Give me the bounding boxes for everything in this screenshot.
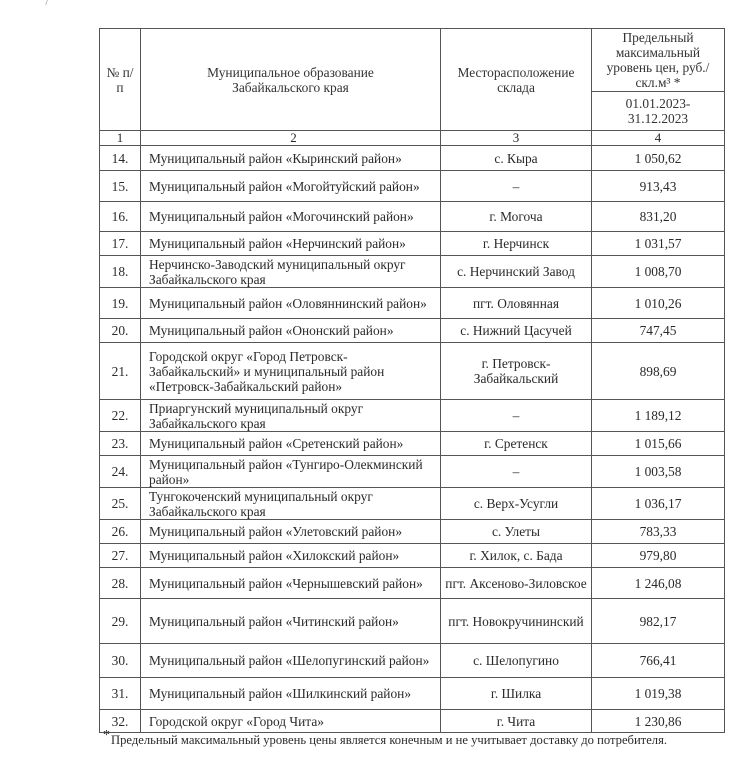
price-cell: 747,45	[592, 319, 725, 343]
table-row	[100, 256, 725, 288]
location-cell: г. Нерчинск	[441, 232, 592, 256]
location-cell: г. Петровск-Забайкальский	[441, 343, 592, 400]
price-cell: 1 019,38	[592, 678, 725, 710]
row-number: 31.	[100, 678, 141, 710]
municipality-cell: Нерчинско-Заводский муниципальный округ Забайкальского края	[141, 256, 441, 288]
row-number: 21.	[100, 343, 141, 400]
row-number: 27.	[100, 544, 141, 568]
municipality-cell: Муниципальный район «Нерчинский район»	[141, 232, 441, 256]
municipality-cell: Муниципальный район «Чернышевский район»	[141, 568, 441, 599]
price-cell: 979,80	[592, 544, 725, 568]
table-row	[100, 710, 725, 733]
table-body	[100, 146, 725, 733]
location-cell: с. Верх-Усугли	[441, 488, 592, 520]
row-number: 29.	[100, 599, 141, 644]
row-number: 30.	[100, 644, 141, 678]
location-cell: пгт. Оловянная	[441, 288, 592, 319]
price-cell: 913,43	[592, 171, 725, 202]
scan-mark	[39, 0, 48, 5]
table-row	[100, 644, 725, 678]
price-cell: 1 003,58	[592, 456, 725, 488]
price-cell: 1 230,86	[592, 710, 725, 733]
location-cell: пгт. Новокручининский	[441, 599, 592, 644]
municipality-cell: Муниципальный район «Шилкинский район»	[141, 678, 441, 710]
location-cell: г. Хилок, с. Бада	[441, 544, 592, 568]
municipality-cell: Муниципальный район «Шелопугинский район»	[141, 644, 441, 678]
table-row	[100, 599, 725, 644]
row-number: 32.	[100, 710, 141, 733]
price-cell: 898,69	[592, 343, 725, 400]
location-cell: г. Могоча	[441, 202, 592, 232]
location-cell: –	[441, 171, 592, 202]
row-number: 19.	[100, 288, 141, 319]
row-number: 26.	[100, 520, 141, 544]
column-number-row	[100, 131, 725, 146]
header-row	[100, 29, 725, 92]
municipality-cell: Муниципальный район «Тунгиро-Олекминский район»	[141, 456, 441, 488]
location-cell: с. Нерчинский Завод	[441, 256, 592, 288]
price-cell: 1 015,66	[592, 432, 725, 456]
location-cell: г. Чита	[441, 710, 592, 733]
table-row	[100, 520, 725, 544]
footnote-marker: *	[103, 728, 110, 743]
table-row	[100, 488, 725, 520]
municipality-cell: Приаргунский муниципальный округ Забайкальского края	[141, 400, 441, 432]
location-cell: с. Улеты	[441, 520, 592, 544]
price-cell: 1 246,08	[592, 568, 725, 599]
location-cell: –	[441, 400, 592, 432]
municipality-cell: Муниципальный район «Могойтуйский район»	[141, 171, 441, 202]
location-cell: пгт. Аксеново-Зиловское	[441, 568, 592, 599]
location-cell: –	[441, 456, 592, 488]
table-row	[100, 544, 725, 568]
header-number: № п/п	[100, 29, 141, 131]
table-row	[100, 319, 725, 343]
row-number: 24.	[100, 456, 141, 488]
municipality-cell: Муниципальный район «Читинский район»	[141, 599, 441, 644]
row-number: 28.	[100, 568, 141, 599]
row-number: 20.	[100, 319, 141, 343]
price-cell: 1 189,12	[592, 400, 725, 432]
location-cell: с. Нижний Цасучей	[441, 319, 592, 343]
municipality-cell: Городской округ «Город Петровск-Забайкальский» и муниципальный район «Петровск-Забайкальский район»	[141, 343, 441, 400]
table-row	[100, 400, 725, 432]
footnote	[103, 728, 668, 749]
column-number: 3	[441, 131, 592, 146]
column-number: 1	[100, 131, 141, 146]
row-number: 14.	[100, 146, 141, 171]
header-period: 01.01.2023-31.12.2023	[592, 92, 725, 131]
column-number: 4	[592, 131, 725, 146]
table-row	[100, 456, 725, 488]
price-cell: 1 031,57	[592, 232, 725, 256]
municipality-cell: Городской округ «Город Чита»	[141, 710, 441, 733]
table-row	[100, 171, 725, 202]
price-cell: 831,20	[592, 202, 725, 232]
row-number: 22.	[100, 400, 141, 432]
table-row	[100, 343, 725, 400]
table-row	[100, 232, 725, 256]
row-number: 23.	[100, 432, 141, 456]
municipality-cell: Тунгокоченский муниципальный округ Забайкальского края	[141, 488, 441, 520]
location-cell: с. Шелопугино	[441, 644, 592, 678]
price-cell: 1 050,62	[592, 146, 725, 171]
table-row	[100, 432, 725, 456]
municipality-cell: Муниципальный район «Улетовский район»	[141, 520, 441, 544]
price-cell: 1 010,26	[592, 288, 725, 319]
price-cell: 982,17	[592, 599, 725, 644]
municipality-cell: Муниципальный район «Ононский район»	[141, 319, 441, 343]
municipality-cell: Муниципальный район «Оловяннинский район»	[141, 288, 441, 319]
row-number: 25.	[100, 488, 141, 520]
row-number: 18.	[100, 256, 141, 288]
table-row	[100, 202, 725, 232]
price-cell: 783,33	[592, 520, 725, 544]
price-cell: 766,41	[592, 644, 725, 678]
table-row	[100, 678, 725, 710]
table-row	[100, 288, 725, 319]
location-cell: с. Кыра	[441, 146, 592, 171]
footnote-text: Предельный максимальный уровень цены является конечным и не учитывает доставку до потребителя.	[111, 733, 668, 747]
price-table	[99, 28, 725, 733]
location-cell: г. Сретенск	[441, 432, 592, 456]
header-municipality: Муниципальное образование Забайкальского края	[141, 29, 441, 131]
table-row	[100, 568, 725, 599]
price-cell: 1 008,70	[592, 256, 725, 288]
municipality-cell: Муниципальный район «Кыринский район»	[141, 146, 441, 171]
column-number: 2	[141, 131, 441, 146]
header-location: Месторасположение склада	[441, 29, 592, 131]
municipality-cell: Муниципальный район «Хилокский район»	[141, 544, 441, 568]
row-number: 16.	[100, 202, 141, 232]
table-row	[100, 146, 725, 171]
row-number: 15.	[100, 171, 141, 202]
row-number: 17.	[100, 232, 141, 256]
municipality-cell: Муниципальный район «Сретенский район»	[141, 432, 441, 456]
municipality-cell: Муниципальный район «Могочинский район»	[141, 202, 441, 232]
price-cell: 1 036,17	[592, 488, 725, 520]
header-price: Предельный максимальный уровень цен, руб./скл.м³ *	[592, 29, 725, 92]
location-cell: г. Шилка	[441, 678, 592, 710]
